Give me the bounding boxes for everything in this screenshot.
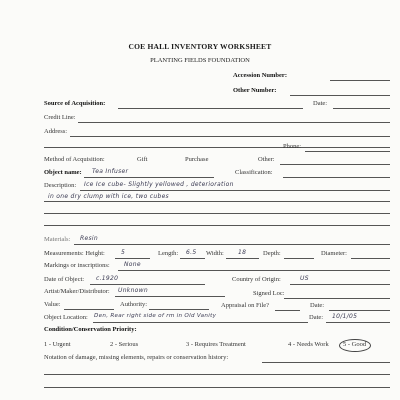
- measurements-height-label: Measurements: Height:: [44, 250, 105, 257]
- height-field[interactable]: [115, 258, 150, 259]
- authority-label: Authority:: [120, 301, 148, 308]
- artist-label: Artist/Maker/Distributor:: [44, 288, 110, 295]
- date-of-object-field[interactable]: [90, 284, 205, 285]
- description-label: Description:: [44, 182, 77, 189]
- depth-field[interactable]: [284, 258, 314, 259]
- notation-field[interactable]: [262, 362, 390, 363]
- source-field[interactable]: [118, 108, 303, 109]
- width-label: Width:: [206, 250, 224, 257]
- depth-label: Depth:: [263, 250, 281, 257]
- condition-label: Condition/Conservation Priority:: [44, 326, 137, 333]
- value-field[interactable]: [64, 309, 114, 310]
- length-field[interactable]: [180, 258, 205, 259]
- diameter-field[interactable]: [351, 258, 390, 259]
- value-label: Value:: [44, 301, 61, 308]
- signed-loc-label: Signed Loc:: [253, 290, 285, 297]
- appraisal-label: Appraisal on File?: [221, 302, 270, 309]
- width-value: 18: [238, 249, 247, 256]
- date-of-object-value: c.1920: [96, 275, 119, 282]
- address-field-2[interactable]: [44, 147, 390, 148]
- source-label: Source of Acquisition:: [44, 100, 106, 107]
- condition-needs-work[interactable]: 4 - Needs Work: [288, 341, 329, 348]
- source-date-field[interactable]: [333, 108, 390, 109]
- phone-label: Phone:: [283, 143, 302, 150]
- phone-field[interactable]: [305, 151, 390, 152]
- credit-line-field[interactable]: [78, 122, 390, 123]
- notation-label: Notation of damage, missing elements, repairs or conservation history:: [44, 354, 229, 361]
- signed-loc-field[interactable]: [284, 298, 390, 299]
- credit-line-label: Credit Line:: [44, 114, 76, 121]
- accession-number-label: Accession Number:: [233, 72, 287, 79]
- country-field[interactable]: [290, 284, 390, 285]
- location-date-label: Date:: [309, 314, 324, 321]
- condition-urgent[interactable]: 1 - Urgent: [44, 341, 71, 348]
- notation-field-3[interactable]: [44, 387, 390, 388]
- date-of-object-label: Date of Object:: [44, 276, 85, 283]
- markings-field[interactable]: [118, 270, 390, 271]
- description-line-2: in one dry clump with ice, two cubes: [48, 193, 169, 200]
- purchase-option[interactable]: Purchase: [185, 156, 209, 163]
- condition-good[interactable]: 5 - Good: [343, 341, 367, 348]
- other-option-label: Other:: [258, 156, 275, 163]
- artist-value: Unknown: [118, 287, 148, 294]
- country-value: US: [300, 275, 309, 282]
- classification-label: Classification:: [235, 169, 273, 176]
- country-label: Country of Origin:: [232, 276, 281, 283]
- object-location-value: Den, Rear right side of rm in Old Vanity: [94, 313, 217, 319]
- address-label: Address:: [44, 128, 68, 135]
- appraisal-date-label: Date:: [310, 302, 325, 309]
- condition-requires-treatment[interactable]: 3 - Requires Treatment: [186, 341, 246, 348]
- location-date-field[interactable]: [326, 322, 390, 323]
- object-name-field[interactable]: [84, 177, 214, 178]
- other-number-label: Other Number:: [233, 87, 277, 94]
- other-number-field[interactable]: [290, 95, 390, 96]
- object-location-field[interactable]: [93, 322, 308, 323]
- other-field[interactable]: [280, 164, 390, 165]
- length-value: 6.5: [186, 249, 197, 256]
- description-line-1: Ice Ice cube- Slightly yellowed , deterioration: [84, 181, 234, 188]
- materials-value: Resin: [80, 235, 98, 242]
- height-value: 5: [121, 249, 126, 256]
- width-field[interactable]: [226, 258, 259, 259]
- appraisal-field[interactable]: [275, 310, 300, 311]
- materials-label: Materials:: [44, 236, 71, 243]
- condition-serious[interactable]: 2 - Serious: [110, 341, 139, 348]
- accession-number-field[interactable]: [330, 80, 390, 81]
- object-name-value: Tea Infuser: [92, 168, 129, 175]
- object-name-label: Object name:: [44, 169, 82, 176]
- diameter-label: Diameter:: [321, 250, 347, 257]
- gift-option[interactable]: Gift: [137, 156, 148, 163]
- location-date-value: 10/1/05: [332, 313, 358, 320]
- condition-good-selection-circle: [339, 339, 371, 352]
- description-field-4[interactable]: [44, 225, 390, 226]
- description-field[interactable]: [80, 190, 390, 191]
- markings-value: None: [124, 261, 141, 268]
- materials-field[interactable]: [74, 244, 390, 245]
- method-label: Method of Acquisition:: [44, 156, 105, 163]
- page-title: COE HALL INVENTORY WORKSHEET: [128, 42, 272, 51]
- artist-field[interactable]: [115, 296, 225, 297]
- length-label: Length:: [158, 250, 179, 257]
- markings-label: Markings or inscriptions:: [44, 262, 110, 269]
- object-location-label: Object Location:: [44, 314, 88, 321]
- description-field-2[interactable]: [44, 201, 390, 202]
- description-field-3[interactable]: [44, 213, 390, 214]
- notation-field-2[interactable]: [44, 374, 390, 375]
- page-subtitle: PLANTING FIELDS FOUNDATION: [150, 57, 250, 64]
- address-field[interactable]: [70, 136, 390, 137]
- authority-field[interactable]: [149, 309, 209, 310]
- source-date-label: Date:: [313, 100, 328, 107]
- appraisal-date-field[interactable]: [329, 310, 390, 311]
- classification-field[interactable]: [283, 177, 390, 178]
